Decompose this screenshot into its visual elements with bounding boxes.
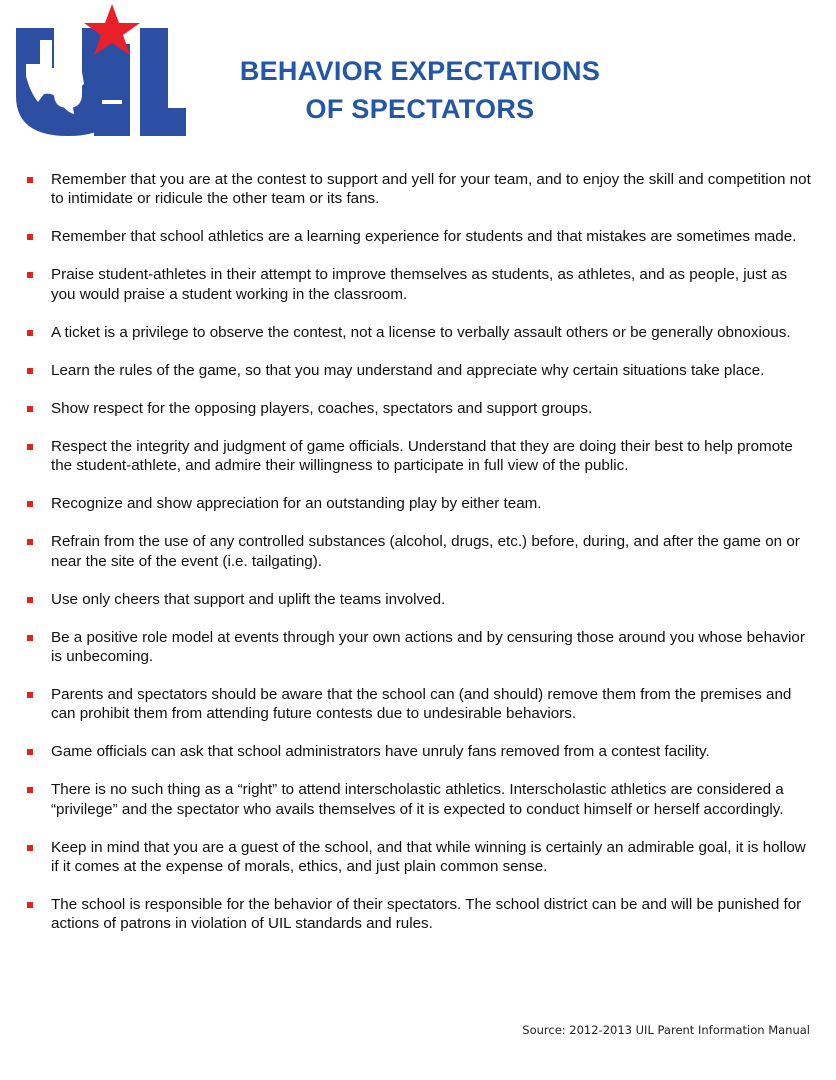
list-item <box>24 265 814 303</box>
list-item-text: Respect the integrity and judgment of game officials. Understand that they are doing their best to help promote the student-athlete, and admire their willingness to participate in full view of the public. <box>51 437 793 475</box>
bullet-icon <box>27 692 33 698</box>
list-item <box>24 895 814 933</box>
list-item <box>24 170 814 208</box>
list-item <box>24 628 814 666</box>
list-item-text: Be a positive role model at events through your own actions and by censuring those around you whose behavior is unbecoming. <box>51 628 805 665</box>
list-item <box>24 361 814 380</box>
list-item-text: Refrain from the use of any controlled substances (alcohol, drugs, etc.) before, during, and after the game on or near the site of the event (i.e. tailgating). <box>51 533 800 570</box>
list-item-text: The school is responsible for the behavior of their spectators. The school district can be and will be punished for actions of patrons in violation of UIL standards and rules. <box>51 896 802 933</box>
bullet-icon <box>27 845 33 851</box>
bullet-icon <box>27 177 33 183</box>
bullet-icon <box>27 539 33 545</box>
list-item <box>24 742 814 761</box>
source-citation: Source: 2012-2013 UIL Parent Information Manual <box>522 1023 810 1037</box>
bullet-icon <box>27 368 33 374</box>
bullet-icon <box>27 635 33 641</box>
bullet-icon <box>27 597 33 603</box>
list-item <box>24 590 814 609</box>
expectations-list <box>24 170 814 952</box>
list-item <box>24 838 814 876</box>
bullet-icon <box>27 272 33 278</box>
list-item-text: Praise student-athletes in their attempt to improve themselves as students, as athletes, and as people, just as you would praise a student working in the classroom. <box>51 266 788 303</box>
list-item-text: Show respect for the opposing players, coaches, spectators and support groups. <box>51 399 593 417</box>
list-item <box>24 685 814 723</box>
bullet-icon <box>27 787 33 793</box>
list-item-text: A ticket is a privilege to observe the contest, not a license to verbally assault others or be generally obnoxious. <box>51 323 791 341</box>
bullet-icon <box>27 444 33 450</box>
bullet-icon <box>27 330 33 336</box>
bullet-icon <box>27 749 33 755</box>
list-item-text: Remember that school athletics are a learning experience for students and that mistakes are sometimes made. <box>51 228 797 246</box>
list-item <box>24 399 814 418</box>
bullet-icon <box>27 501 33 507</box>
list-item-text: Parents and spectators should be aware that the school can (and should) remove them from the premises and can prohibit them from attending future contests due to undesirable behaviors. <box>51 686 792 723</box>
list-item-text: There is no such thing as a “right” to attend interscholastic athletics. Interscholastic athletics are considered a “privilege” and the spectator who avails themselves of it is expected to conduct himself or herself accordingly. <box>51 781 784 818</box>
list-item <box>24 323 814 342</box>
title-line-2: OF SPECTATORS <box>305 94 535 124</box>
bullet-icon <box>27 406 33 412</box>
list-item-text: Recognize and show appreciation for an outstanding play by either team. <box>51 495 542 513</box>
uil-logo <box>14 4 188 140</box>
list-item-text: Learn the rules of the game, so that you may understand and appreciate why certain situations take place. <box>51 361 765 379</box>
title-line-1: BEHAVIOR EXPECTATIONS <box>239 56 601 86</box>
list-item <box>24 532 814 570</box>
page-title <box>190 52 650 128</box>
bullet-icon <box>27 902 33 908</box>
list-item <box>24 437 814 475</box>
bullet-icon <box>27 234 33 240</box>
list-item-text: Use only cheers that support and uplift the teams involved. <box>51 590 446 608</box>
list-item-text: Keep in mind that you are a guest of the school, and that while winning is certainly an admirable goal, it is hollow if it comes at the expense of morals, ethics, and just plain common sense. <box>51 838 806 875</box>
list-item <box>24 494 814 513</box>
list-item <box>24 227 814 246</box>
list-item <box>24 780 814 818</box>
list-item-text: Remember that you are at the contest to support and yell for your team, and to enjoy the skill and competition not to intimidate or ridicule the other team or its fans. <box>51 171 811 208</box>
list-item-text: Game officials can ask that school administrators have unruly fans removed from a contest facility. <box>51 743 710 761</box>
